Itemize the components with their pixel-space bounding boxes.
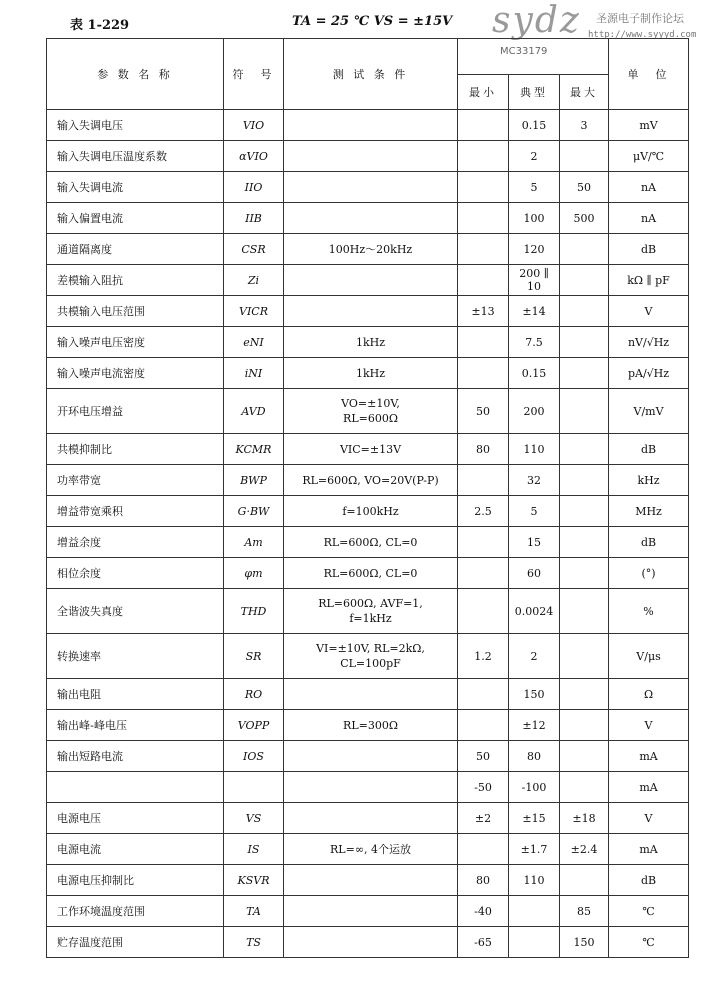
unit-cell: MHz xyxy=(609,496,689,527)
typ-value-cell: 150 xyxy=(509,679,560,710)
min-value-cell xyxy=(458,265,509,296)
table-row xyxy=(47,141,689,172)
col-header-values xyxy=(458,39,609,75)
min-value-cell: ±2 xyxy=(458,803,509,834)
condition-line: RL=300Ω xyxy=(343,718,398,732)
min-value-cell: 50 xyxy=(458,741,509,772)
condition-line: VI=±10V, RL=2kΩ, xyxy=(316,642,425,655)
table-row xyxy=(47,558,689,589)
typ-value-cell: 7.5 xyxy=(509,327,560,358)
spec-table-body xyxy=(47,110,689,958)
max-value-cell xyxy=(560,772,609,803)
watermark-logo: sydz xyxy=(492,0,581,41)
typ-value-cell: 2 xyxy=(509,141,560,172)
table-row xyxy=(47,434,689,465)
max-value-cell xyxy=(560,389,609,434)
max-value-cell xyxy=(560,296,609,327)
condition-cell xyxy=(284,234,458,265)
min-value-cell: 80 xyxy=(458,434,509,465)
param-name-cell: 输出电阻 xyxy=(47,679,224,710)
symbol-cell: VICR xyxy=(224,296,284,327)
max-value-cell xyxy=(560,710,609,741)
table-row xyxy=(47,265,689,296)
typ-value-cell: ±12 xyxy=(509,710,560,741)
max-value-cell: ±18 xyxy=(560,803,609,834)
param-name-cell: 功率带宽 xyxy=(47,465,224,496)
symbol-cell: G·BW xyxy=(224,496,284,527)
condition-line: RL=600Ω xyxy=(343,412,398,425)
param-name-cell: 全谐波失真度 xyxy=(47,589,224,634)
min-value-cell xyxy=(458,172,509,203)
max-value-cell xyxy=(560,141,609,172)
typ-value-cell: ±14 xyxy=(509,296,560,327)
symbol-cell: iNI xyxy=(224,358,284,389)
typ-value-cell: 5 xyxy=(509,172,560,203)
condition-cell xyxy=(284,141,458,172)
unit-cell: (°) xyxy=(609,558,689,589)
symbol-cell: KCMR xyxy=(224,434,284,465)
param-name-cell xyxy=(47,772,224,803)
symbol-cell: SR xyxy=(224,634,284,679)
unit-cell: ℃ xyxy=(609,927,689,958)
condition-cell xyxy=(284,203,458,234)
symbol-cell: CSR xyxy=(224,234,284,265)
typ-value-cell: ±15 xyxy=(509,803,560,834)
param-name-cell: 输入噪声电流密度 xyxy=(47,358,224,389)
condition-line: RL=600Ω, CL=0 xyxy=(323,566,418,580)
typ-value-cell: 5 xyxy=(509,496,560,527)
typ-value-cell: 0.15 xyxy=(509,110,560,141)
max-value-cell: ±2.4 xyxy=(560,834,609,865)
min-value-cell xyxy=(458,527,509,558)
min-value-cell: -50 xyxy=(458,772,509,803)
table-row xyxy=(47,465,689,496)
unit-cell: V xyxy=(609,803,689,834)
typ-value-cell: 15 xyxy=(509,527,560,558)
unit-cell: dB xyxy=(609,234,689,265)
table-row xyxy=(47,803,689,834)
typ-value-cell: 0.15 xyxy=(509,358,560,389)
param-name-cell: 共模输入电压范围 xyxy=(47,296,224,327)
unit-cell: kHz xyxy=(609,465,689,496)
condition-cell xyxy=(284,589,458,634)
param-name-cell: 相位余度 xyxy=(47,558,224,589)
table-row xyxy=(47,634,689,679)
max-value-cell xyxy=(560,679,609,710)
min-value-cell xyxy=(458,203,509,234)
param-name-cell: 输入噪声电压密度 xyxy=(47,327,224,358)
min-value-cell: 2.5 xyxy=(458,496,509,527)
max-value-cell xyxy=(560,527,609,558)
max-value-cell: 50 xyxy=(560,172,609,203)
col-header-unit: 单 位 xyxy=(609,39,689,110)
table-row xyxy=(47,834,689,865)
typ-value-cell: 80 xyxy=(509,741,560,772)
watermark-url: http://www.syyyd.com xyxy=(588,30,697,40)
table-row xyxy=(47,527,689,558)
col-header-condition: 测 试 条 件 xyxy=(284,39,458,110)
param-name-cell: 共模抑制比 xyxy=(47,434,224,465)
unit-cell: nA xyxy=(609,203,689,234)
symbol-cell: αVIO xyxy=(224,141,284,172)
param-name-cell: 工作环境温度范围 xyxy=(47,896,224,927)
table-row xyxy=(47,172,689,203)
table-row xyxy=(47,389,689,434)
symbol-cell: AVD xyxy=(224,389,284,434)
unit-cell: dB xyxy=(609,434,689,465)
max-value-cell xyxy=(560,434,609,465)
spec-table xyxy=(46,38,689,958)
param-name-cell: 输入失调电流 xyxy=(47,172,224,203)
condition-cell xyxy=(284,496,458,527)
symbol-cell: TS xyxy=(224,927,284,958)
unit-cell: nV/√Hz xyxy=(609,327,689,358)
min-value-cell xyxy=(458,141,509,172)
symbol-cell: IS xyxy=(224,834,284,865)
symbol-cell xyxy=(224,772,284,803)
condition-cell xyxy=(284,465,458,496)
condition-cell xyxy=(284,634,458,679)
condition-cell xyxy=(284,389,458,434)
typ-value-cell: 2 xyxy=(509,634,560,679)
unit-cell: dB xyxy=(609,527,689,558)
condition-cell xyxy=(284,434,458,465)
table-row xyxy=(47,358,689,389)
symbol-cell: KSVR xyxy=(224,865,284,896)
table-row xyxy=(47,741,689,772)
typ-value-cell: 100 xyxy=(509,203,560,234)
symbol-cell: VOPP xyxy=(224,710,284,741)
min-value-cell xyxy=(458,358,509,389)
typ-value-cell: -100 xyxy=(509,772,560,803)
condition-cell xyxy=(284,710,458,741)
watermark-site-name: 圣源电子制作论坛 xyxy=(596,12,684,25)
unit-cell: mA xyxy=(609,741,689,772)
max-value-cell xyxy=(560,558,609,589)
min-value-cell xyxy=(458,834,509,865)
typ-value-cell: ±1.7 xyxy=(509,834,560,865)
max-value-cell xyxy=(560,465,609,496)
param-name-cell: 输入偏置电流 xyxy=(47,203,224,234)
typ-value-cell: 200 xyxy=(509,389,560,434)
unit-cell: V xyxy=(609,296,689,327)
table-row xyxy=(47,496,689,527)
min-value-cell xyxy=(458,110,509,141)
max-value-cell: 150 xyxy=(560,927,609,958)
condition-cell xyxy=(284,172,458,203)
unit-cell: V/mV xyxy=(609,389,689,434)
unit-cell: pA/√Hz xyxy=(609,358,689,389)
max-value-cell xyxy=(560,496,609,527)
table-number: 表 1-229 xyxy=(70,18,130,33)
min-value-cell: 1.2 xyxy=(458,634,509,679)
min-value-cell xyxy=(458,558,509,589)
symbol-cell: TA xyxy=(224,896,284,927)
param-name-cell: 增益余度 xyxy=(47,527,224,558)
col-header-param: 参 数 名 称 xyxy=(47,39,224,110)
symbol-cell: Am xyxy=(224,527,284,558)
table-row xyxy=(47,679,689,710)
min-value-cell: -40 xyxy=(458,896,509,927)
condition-line: f=100kHz xyxy=(342,504,399,518)
symbol-cell: VIO xyxy=(224,110,284,141)
table-row xyxy=(47,896,689,927)
param-name-cell: 电源电压抑制比 xyxy=(47,865,224,896)
symbol-cell: BWP xyxy=(224,465,284,496)
param-name-cell: 电源电压 xyxy=(47,803,224,834)
condition-line: RL=600Ω, VO=20V(P-P) xyxy=(302,473,439,487)
min-value-cell: ±13 xyxy=(458,296,509,327)
max-value-cell xyxy=(560,358,609,389)
watermark-code: MC33179 xyxy=(500,46,548,57)
condition-line: VO=±10V, xyxy=(341,397,400,410)
table-row xyxy=(47,927,689,958)
unit-cell: mA xyxy=(609,772,689,803)
condition-cell xyxy=(284,527,458,558)
unit-cell: V xyxy=(609,710,689,741)
param-name-cell: 输出峰-峰电压 xyxy=(47,710,224,741)
condition-cell xyxy=(284,927,458,958)
symbol-cell: φm xyxy=(224,558,284,589)
unit-cell: V/μs xyxy=(609,634,689,679)
min-value-cell: -65 xyxy=(458,927,509,958)
typ-value-cell xyxy=(509,896,560,927)
typ-value-cell: 200 ∥ 10 xyxy=(509,265,560,296)
unit-cell: μV/℃ xyxy=(609,141,689,172)
param-name-cell: 输入失调电压 xyxy=(47,110,224,141)
table-row xyxy=(47,772,689,803)
condition-line: RL=∞, 4个运放 xyxy=(330,842,411,856)
typ-value-cell: 0.0024 xyxy=(509,589,560,634)
unit-cell: mA xyxy=(609,834,689,865)
param-name-cell: 增益带宽乘积 xyxy=(47,496,224,527)
condition-cell xyxy=(284,558,458,589)
symbol-cell: THD xyxy=(224,589,284,634)
col-header-typ: 典型 xyxy=(509,75,560,110)
min-value-cell: 50 xyxy=(458,389,509,434)
param-name-cell: 电源电流 xyxy=(47,834,224,865)
max-value-cell xyxy=(560,265,609,296)
condition-cell xyxy=(284,865,458,896)
table-row xyxy=(47,296,689,327)
param-name-cell: 差模输入阻抗 xyxy=(47,265,224,296)
condition-line: 1kHz xyxy=(355,366,386,380)
col-header-min: 最小 xyxy=(458,75,509,110)
max-value-cell xyxy=(560,634,609,679)
min-value-cell xyxy=(458,234,509,265)
condition-cell xyxy=(284,679,458,710)
typ-value-cell: 32 xyxy=(509,465,560,496)
unit-cell: mV xyxy=(609,110,689,141)
typ-value-cell: 110 xyxy=(509,434,560,465)
max-value-cell: 85 xyxy=(560,896,609,927)
min-value-cell xyxy=(458,679,509,710)
max-value-cell xyxy=(560,589,609,634)
param-name-cell: 输入失调电压温度系数 xyxy=(47,141,224,172)
condition-cell xyxy=(284,834,458,865)
condition-cell xyxy=(284,296,458,327)
unit-cell: Ω xyxy=(609,679,689,710)
table-row xyxy=(47,589,689,634)
max-value-cell: 500 xyxy=(560,203,609,234)
condition-line: RL=600Ω, AVF=1, xyxy=(318,597,423,610)
min-value-cell xyxy=(458,710,509,741)
table-row xyxy=(47,203,689,234)
table-row xyxy=(47,327,689,358)
condition-line: RL=600Ω, CL=0 xyxy=(323,535,418,549)
param-name-cell: 贮存温度范围 xyxy=(47,927,224,958)
typ-value-cell: 60 xyxy=(509,558,560,589)
typ-value-cell: 120 xyxy=(509,234,560,265)
col-header-max: 最大 xyxy=(560,75,609,110)
typ-value-cell: 110 xyxy=(509,865,560,896)
condition-cell xyxy=(284,110,458,141)
unit-cell: kΩ ∥ pF xyxy=(609,265,689,296)
condition-cell xyxy=(284,358,458,389)
unit-cell: % xyxy=(609,589,689,634)
col-header-symbol: 符 号 xyxy=(224,39,284,110)
param-name-cell: 转换速率 xyxy=(47,634,224,679)
condition-line: 100Hz～20kHz xyxy=(328,242,413,256)
max-value-cell xyxy=(560,865,609,896)
max-value-cell xyxy=(560,327,609,358)
param-name-cell: 开环电压增益 xyxy=(47,389,224,434)
condition-cell xyxy=(284,896,458,927)
symbol-cell: eNI xyxy=(224,327,284,358)
table-row xyxy=(47,234,689,265)
table-row xyxy=(47,865,689,896)
symbol-cell: RO xyxy=(224,679,284,710)
min-value-cell: 80 xyxy=(458,865,509,896)
min-value-cell xyxy=(458,589,509,634)
condition-cell xyxy=(284,265,458,296)
symbol-cell: IOS xyxy=(224,741,284,772)
table-row xyxy=(47,710,689,741)
symbol-cell: IIO xyxy=(224,172,284,203)
symbol-cell: IIB xyxy=(224,203,284,234)
condition-cell xyxy=(284,327,458,358)
condition-cell xyxy=(284,772,458,803)
test-conditions-heading: TA = 25 ℃ VS = ±15V xyxy=(292,14,453,29)
max-value-cell: 3 xyxy=(560,110,609,141)
condition-line: VIC=±13V xyxy=(339,442,402,456)
condition-cell xyxy=(284,803,458,834)
symbol-cell: VS xyxy=(224,803,284,834)
param-name-cell: 输出短路电流 xyxy=(47,741,224,772)
unit-cell: dB xyxy=(609,865,689,896)
condition-line: CL=100pF xyxy=(340,657,401,670)
max-value-cell xyxy=(560,234,609,265)
condition-cell xyxy=(284,741,458,772)
symbol-cell: Zi xyxy=(224,265,284,296)
unit-cell: nA xyxy=(609,172,689,203)
typ-value-cell xyxy=(509,927,560,958)
unit-cell: ℃ xyxy=(609,896,689,927)
condition-line: 1kHz xyxy=(355,335,386,349)
param-name-cell: 通道隔离度 xyxy=(47,234,224,265)
min-value-cell xyxy=(458,327,509,358)
condition-line: f=1kHz xyxy=(349,612,392,625)
min-value-cell xyxy=(458,465,509,496)
max-value-cell xyxy=(560,741,609,772)
table-row xyxy=(47,110,689,141)
